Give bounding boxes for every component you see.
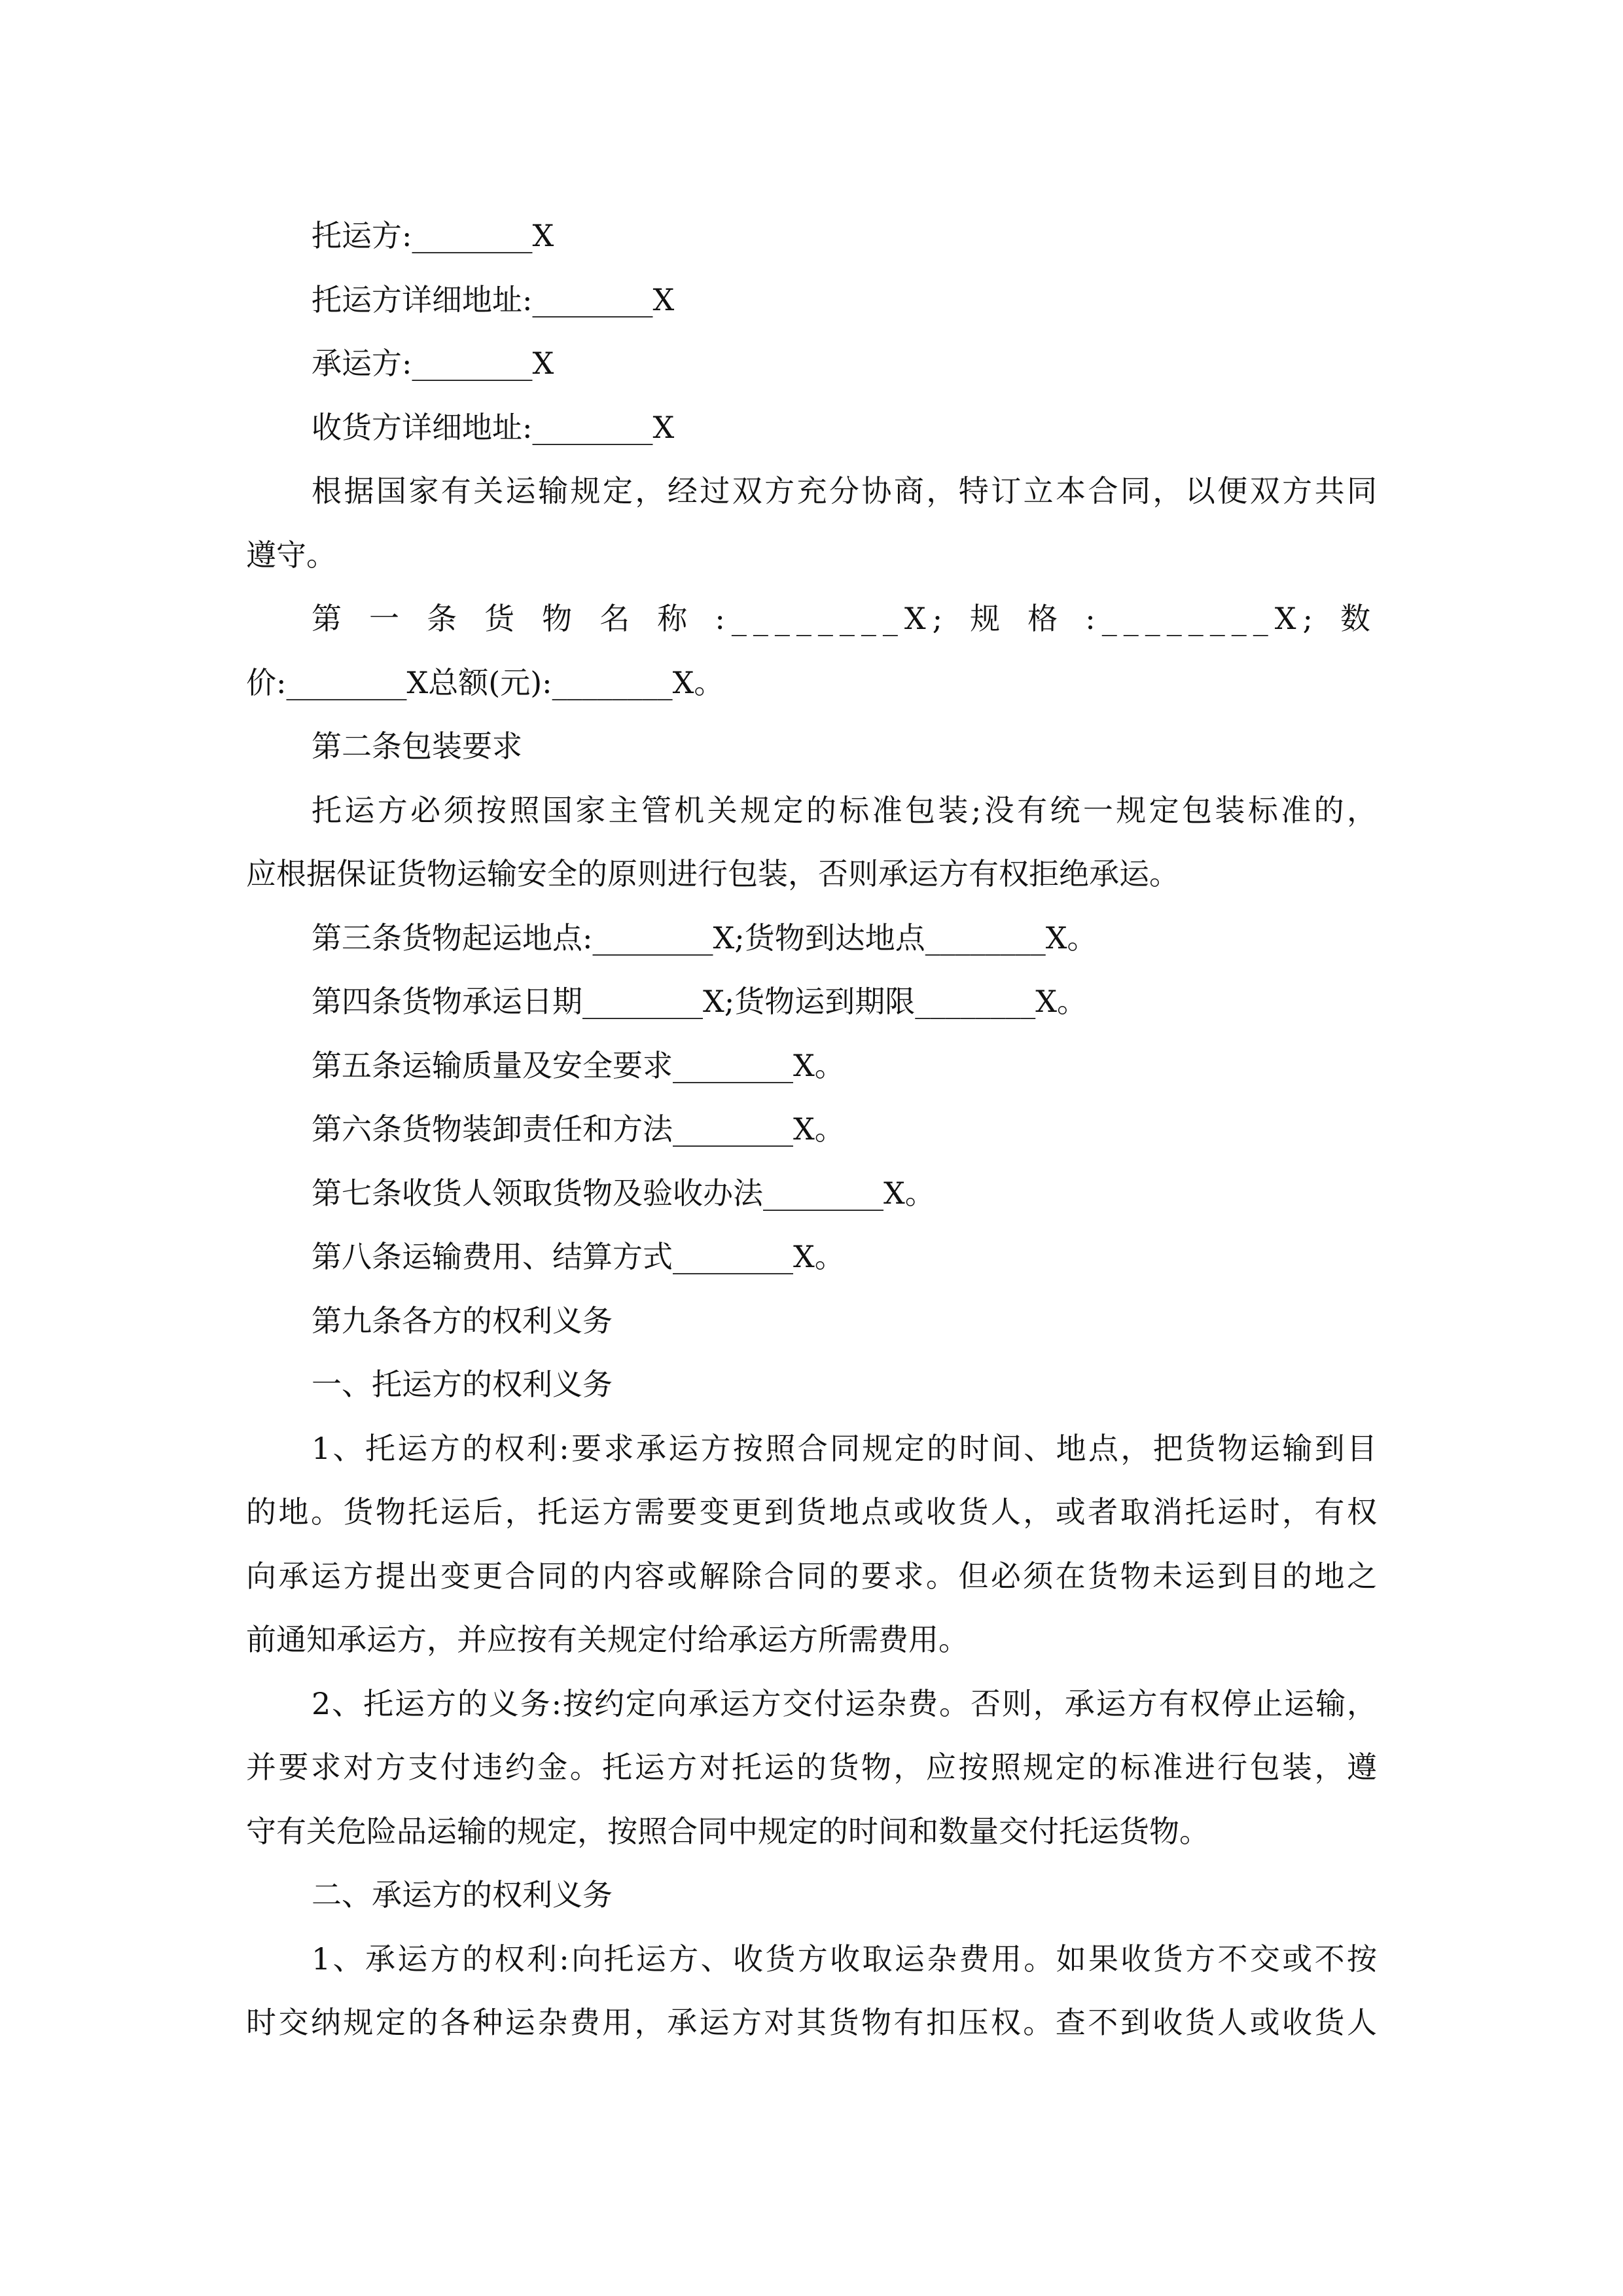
article-1-line-2: 价:________X总额(元):________X。: [246, 664, 724, 700]
consignor-address-line: 托运方详细地址:________X: [312, 281, 675, 317]
carrier-line: 承运方:________X: [312, 346, 554, 381]
consignor-duties-line-2: 并要求对方支付违约金。托运方对托运的货物，应按照规定的标准进行包装，遵: [246, 1749, 1377, 1785]
carrier-rights-line-1: 1、承运方的权利:向托运方、收货方收取运杂费用。如果收货方不交或不按: [312, 1941, 1377, 1977]
consignor-line: 托运方:________X: [312, 218, 554, 253]
consignor-duties-line-1: 2、托运方的义务:按约定向承运方交付运杂费。否则，承运方有权停止运输，: [312, 1685, 1377, 1721]
preamble-line-1: 根据国家有关运输规定，经过双方充分协商，特订立本合同，以便双方共同: [312, 473, 1377, 509]
article-5-line: 第五条运输质量及安全要求________X。: [312, 1047, 845, 1083]
article-2-line-2: 应根据保证货物运输安全的原则进行包装，否则承运方有权拒绝承运。: [246, 856, 1179, 891]
document-body: [246, 204, 1377, 2055]
consignor-duties-line-3: 守有关危险品运输的规定，按照合同中规定的时间和数量交付托运货物。: [246, 1813, 1209, 1849]
article-2-line-1: 托运方必须按照国家主管机关规定的标准包装;没有统一规定包装标准的，: [312, 792, 1377, 828]
article-9-heading: 第九条各方的权利义务: [312, 1302, 613, 1338]
article-7-line: 第七条收货人领取货物及验收办法________X。: [312, 1175, 935, 1211]
consignor-rights-line-1: 1、托运方的权利:要求承运方按照合同规定的时间、地点，把货物运输到目: [312, 1430, 1377, 1466]
consignor-rights-line-3: 向承运方提出变更合同的内容或解除合同的要求。但必须在货物未运到目的地之: [246, 1558, 1377, 1594]
article-2-heading: 第二条包装要求: [312, 728, 522, 764]
carrier-rights-line-2: 时交纳规定的各种运杂费用，承运方对其货物有扣压权。查不到收货人或收货人: [246, 2005, 1377, 2040]
consignor-rights-line-2: 的地。货物托运后，托运方需要变更到货地点或收货人，或者取消托运时，有权: [246, 1494, 1377, 1530]
carrier-rights-heading: 二、承运方的权利义务: [312, 1877, 613, 1912]
consignor-rights-heading: 一、托运方的权利义务: [312, 1367, 613, 1402]
consignor-rights-line-4: 前通知承运方，并应按有关规定付给承运方所需费用。: [246, 1622, 969, 1657]
article-1-line-1: 第一条货物名称:________X;规格:________X;数: [312, 601, 1377, 636]
preamble-line-2: 遵守。: [246, 537, 336, 573]
consignee-address-line: 收货方详细地址:________X: [312, 409, 675, 445]
article-8-line: 第八条运输费用、结算方式________X。: [312, 1239, 845, 1274]
article-3-line: 第三条货物起运地点:________X;货物到达地点________X。: [312, 920, 1097, 956]
article-4-line: 第四条货物承运日期________X;货物运到期限________X。: [312, 984, 1087, 1019]
article-6-line: 第六条货物装卸责任和方法________X。: [312, 1111, 845, 1147]
